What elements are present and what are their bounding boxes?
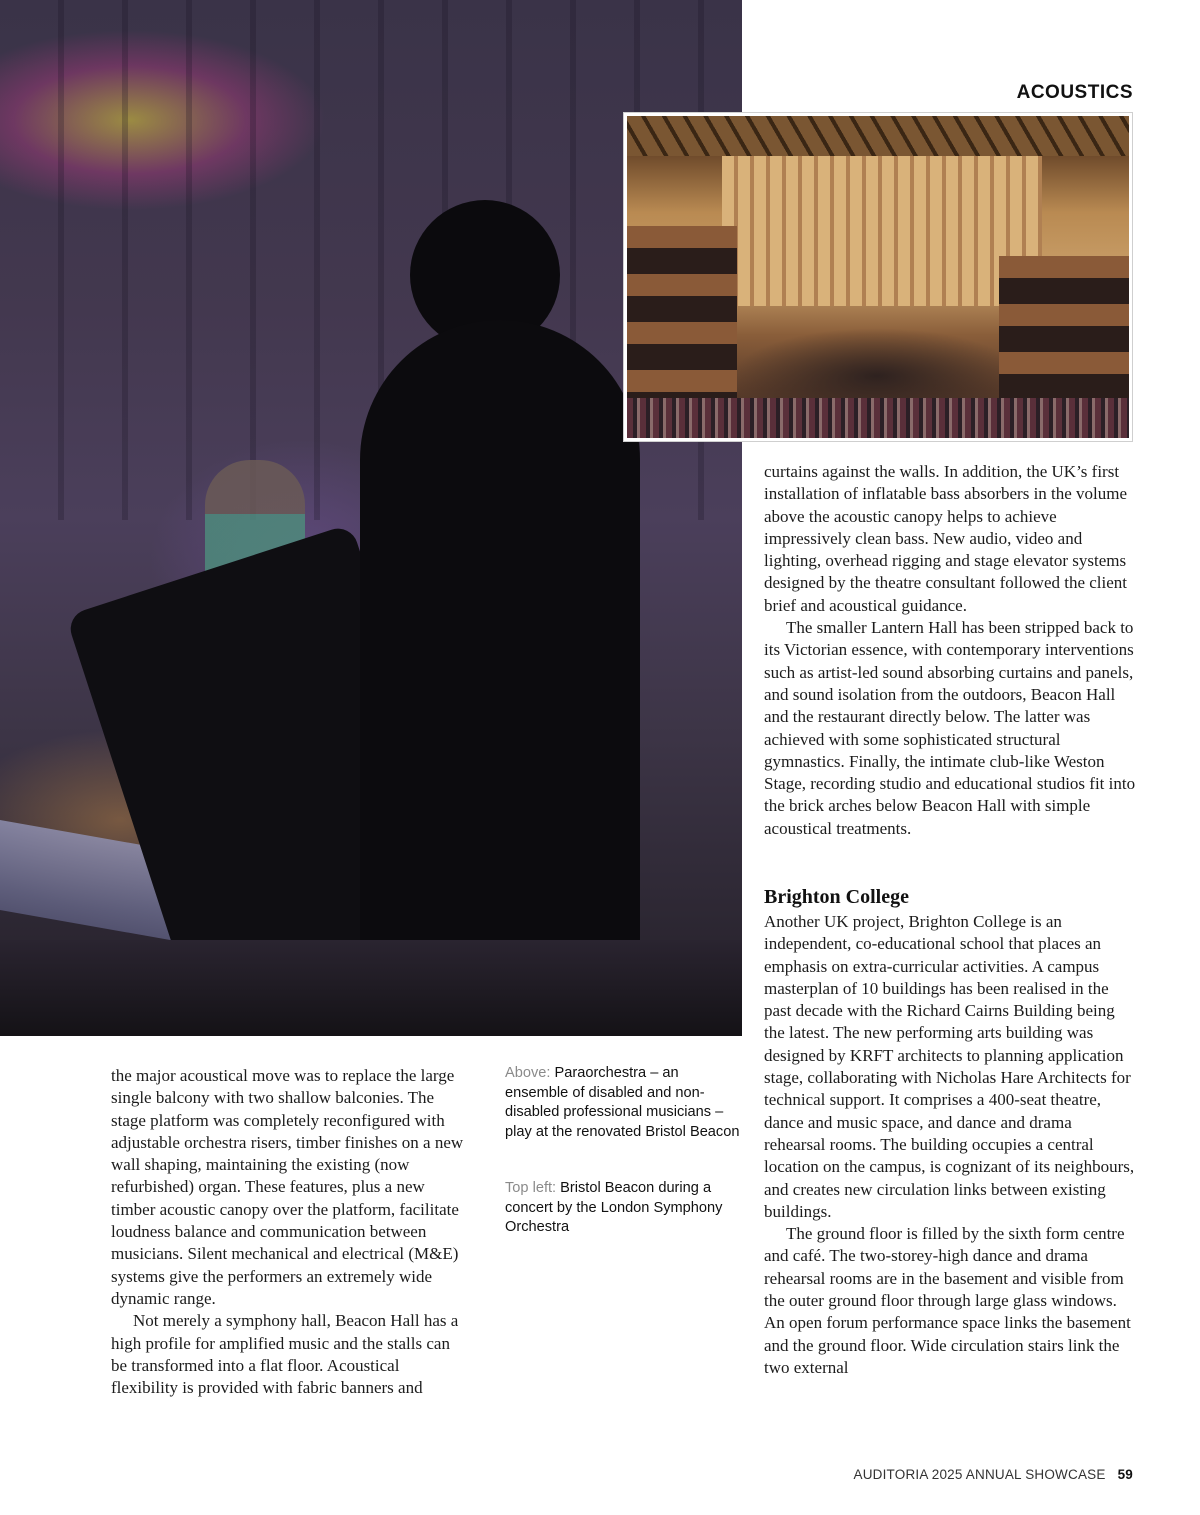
inset-audience xyxy=(627,398,1129,438)
page-number: 59 xyxy=(1117,1467,1133,1482)
body-paragraph: The smaller Lantern Hall has been stripped back to its Victorian essence, with contemporary interventions such as artist-led sound absorbing curtains and panels, and sound isolation from the outdoors, Beacon Hall and the restaurant directly below. The latter was achieved with some sophisticated structural gymnastics. Finally, the intimate club-like Weston Stage, recording studio and educational studios fit into the brick arches below Beacon Hall with simple acoustical treatments. xyxy=(764,618,1136,838)
photo-caption-top-left xyxy=(505,1179,745,1238)
page-footer xyxy=(853,1467,1133,1482)
publication-name: AUDITORIA 2025 ANNUAL SHOWCASE xyxy=(853,1467,1106,1482)
article-column-left xyxy=(111,1065,467,1399)
body-paragraph: the major acoustical move was to replace the large single balcony with two shallow balconies. The stage platform was completely reconfigured with adjustable orchestra risers, timber finishes on a new wall shaping, maintaining the existing (now refurbished) organ. These features, plus a new timber acoustic canopy over the platform, facilitate loudness balance and communication between musicians. Silent mechanical and electrical (M&E) systems give the performers an extremely wide dynamic range. xyxy=(111,1066,464,1308)
photo-floor xyxy=(0,940,742,1036)
inset-wall-panels xyxy=(722,156,1042,306)
photo-silhouette-body xyxy=(360,320,640,1036)
caption-lead: Top left: xyxy=(505,1180,557,1196)
article-column-right-bottom xyxy=(764,885,1136,1379)
subheading: Brighton College xyxy=(764,886,909,908)
body-paragraph: Another UK project, Brighton College is an independent, co-educational school that places an emphasis on extra-curricular activities. A campus masterplan of 10 buildings has been realised in the past decade with the Richard Cairns Building being the latest. The new performing arts building was designed by KRFT architects to planning application stage, collaborating with Nicholas Hare Architects for technical support. It comprises a 400-seat theatre, dance and music space, and dance and drama rehearsal rooms. The building occupies a central location on the campus, is cognizant of its neighbours, and creates new circulation links between existing buildings. xyxy=(764,912,1135,1221)
photo-caption-above xyxy=(505,1064,745,1142)
caption-text: Paraorchestra – an ensemble of disabled and non-disabled professional musicians – play at the renovated Bristol Beacon xyxy=(505,1065,740,1140)
article-column-right-top xyxy=(764,461,1136,840)
body-paragraph: Not merely a symphony hall, Beacon Hall has a high profile for amplified music and the stalls can be transformed into a flat floor. Acoustical flexibility is provided with fabric banners and xyxy=(111,1311,459,1398)
body-paragraph: The ground floor is filled by the sixth form centre and café. The two-storey-high dance and drama rehearsal rooms are in the basement and visible from the outer ground floor through large glass windows. An open forum performance space links the basement and the ground floor. Wide circulation stairs link the two external xyxy=(764,1224,1131,1377)
caption-text: Bristol Beacon during a concert by the London Symphony Orchestra xyxy=(505,1180,723,1236)
section-label: ACOUSTICS xyxy=(1016,82,1133,103)
body-paragraph: curtains against the walls. In addition, the UK’s first installation of inflatable bass absorbers in the volume above the acoustic canopy helps to achieve impressively clean bass. New audio, video and lighting, overhead rigging and stage elevator systems designed by the theatre consultant followed the client brief and acoustical guidance. xyxy=(764,462,1128,615)
inset-photo xyxy=(624,113,1132,441)
caption-lead: Above: xyxy=(505,1065,551,1081)
inset-ceiling xyxy=(627,116,1129,156)
